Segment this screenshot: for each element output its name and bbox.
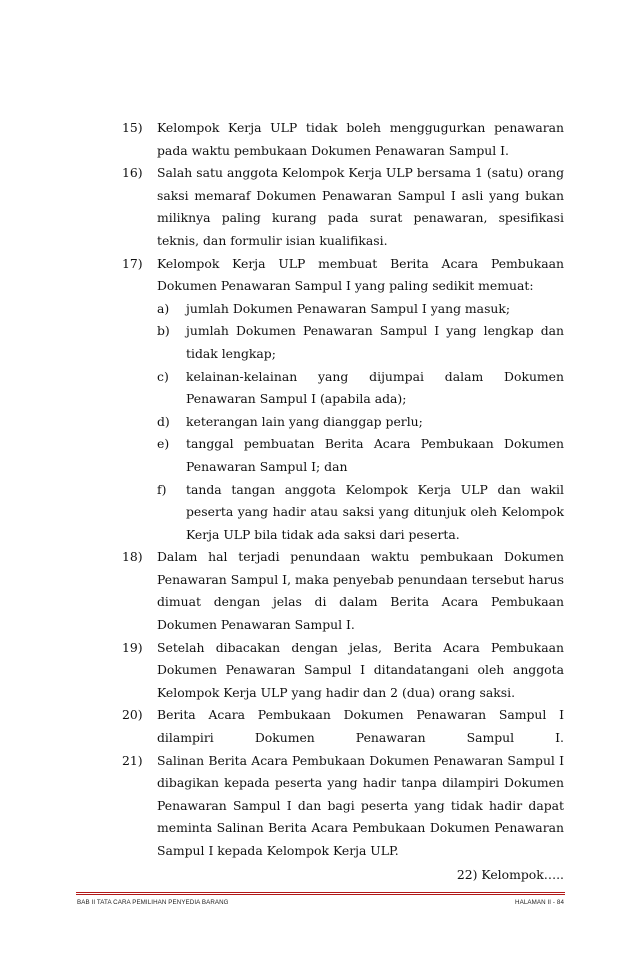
item-text: Setelah dibacakan dengan jelas, Berita Acara Pembukaan Dokumen Penawaran Sampul I ditandatangani oleh anggota Kelompok Kerja ULP yang hadir dan 2 (dua) orang saksi. bbox=[157, 639, 564, 700]
footer-rule bbox=[76, 892, 565, 895]
sub-item-letter: c) bbox=[157, 368, 169, 384]
list-item bbox=[122, 546, 564, 636]
item-text: Kelompok Kerja ULP tidak boleh menggugurkan penawaran pada waktu pembukaan Dokumen Penawaran Sampul I. bbox=[157, 120, 564, 158]
item-number: 15) bbox=[122, 120, 143, 135]
sub-list-item bbox=[157, 411, 564, 434]
list-item bbox=[122, 704, 564, 749]
list-item bbox=[122, 637, 564, 705]
sub-item-text: keterangan lain yang dianggap perlu; bbox=[186, 413, 423, 429]
sub-item-letter: e) bbox=[157, 436, 170, 452]
sub-list-item bbox=[157, 366, 564, 411]
sub-item-text: jumlah Dokumen Penawaran Sampul I yang lengkap dan tidak lengkap; bbox=[186, 323, 564, 361]
sub-item-text: tanda tangan anggota Kelompok Kerja ULP dan wakil peserta yang hadir atau saksi yang ditunjuk oleh Kelompok Kerja ULP bila tidak ada saksi dari peserta. bbox=[186, 481, 564, 542]
sub-item-letter: a) bbox=[157, 300, 170, 316]
sub-list-item bbox=[157, 433, 564, 478]
footer-chapter-title: BAB II TATA CARA PEMILIHAN PENYEDIA BARANG bbox=[77, 899, 229, 906]
sub-item-text: tanggal pembuatan Berita Acara Pembukaan Dokumen Penawaran Sampul I; dan bbox=[186, 436, 564, 474]
list-item bbox=[122, 750, 564, 863]
sub-item-text: kelainan-kelainan yang dijumpai dalam Dokumen Penawaran Sampul I (apabila ada); bbox=[186, 368, 564, 407]
item-text: Salah satu anggota Kelompok Kerja ULP bersama 1 (satu) orang saksi memaraf Dokumen Penawaran Sampul I asli yang bukan miliknya paling kurang pada surat penawaran, spesifikasi teknis, dan formulir isian kualifikasi. bbox=[157, 165, 564, 248]
sub-list-item bbox=[157, 320, 564, 365]
item-number: 17) bbox=[122, 255, 143, 271]
document-body bbox=[0, 117, 638, 886]
sub-item-letter: d) bbox=[157, 413, 170, 429]
list-item bbox=[122, 117, 564, 162]
sub-list-item bbox=[157, 479, 564, 547]
item-text: Dalam hal terjadi penundaan waktu pembukaan Dokumen Penawaran Sampul I, maka penyebab penundaan tersebut harus dimuat dengan jelas di dalam Berita Acara Pembukaan Dokumen Penawaran Sampul I. bbox=[157, 549, 564, 633]
list-item bbox=[122, 162, 564, 252]
continuation-text: 22) Kelompok….. bbox=[456, 866, 564, 882]
item-text: Berita Acara Pembukaan Dokumen Penawaran Sampul I dilampiri Dokumen Penawaran Sampul I. bbox=[157, 707, 564, 746]
footer-page-number: HALAMAN II - 84 bbox=[515, 899, 564, 906]
list-item bbox=[122, 253, 564, 298]
sub-list-item bbox=[157, 298, 564, 321]
item-text: Salinan Berita Acara Pembukaan Dokumen Penawaran Sampul I dibagikan kepada peserta yang hadir tanpa dilampiri Dokumen Penawaran Sampul I dan bagi peserta yang tidak hadir dapat meminta Salinan Berita Acara Pembukaan Dokumen Penawaran Sampul I kepada Kelompok Kerja ULP. bbox=[157, 752, 564, 858]
item-number: 16) bbox=[122, 165, 143, 181]
item-text: Kelompok Kerja ULP membuat Berita Acara Pembukaan Dokumen Penawaran Sampul I yang paling sedikit memuat: bbox=[157, 255, 564, 294]
sub-item-letter: f) bbox=[157, 481, 167, 497]
item-number: 18) bbox=[122, 549, 143, 565]
item-number: 21) bbox=[122, 752, 143, 768]
item-number: 20) bbox=[122, 707, 143, 723]
item-number: 19) bbox=[122, 639, 143, 655]
sub-item-text: jumlah Dokumen Penawaran Sampul I yang masuk; bbox=[186, 300, 511, 316]
sub-item-letter: b) bbox=[157, 323, 170, 339]
